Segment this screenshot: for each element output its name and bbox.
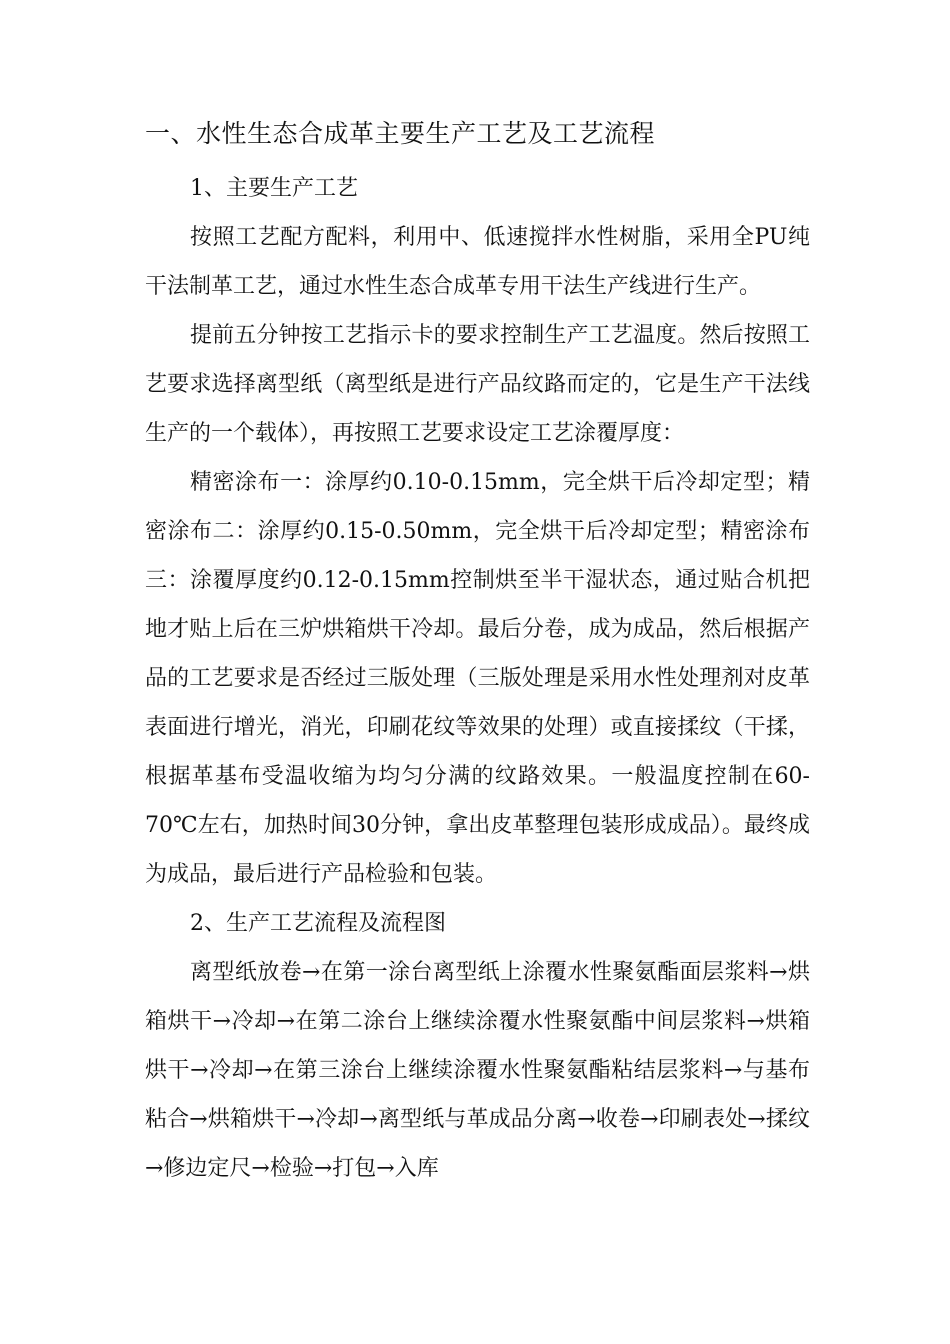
section-2-paragraph-1: 离型纸放卷→在第一涂台离型纸上涂覆水性聚氨酯面层浆料→烘箱烘干→冷却→在第二涂台上继续涂覆水性聚氨酯中间层浆料→烘箱烘干→冷却→在第三涂台上继续涂覆水性聚氨酯粘结层浆料→与基布粘合→烘箱烘干→冷却→离型纸与革成品分离→收卷→印刷表处→揉纹→修边定尺→检验→打包→入库: [145, 960, 810, 1181]
section-1-paragraph-2: 提前五分钟按工艺指示卡的要求控制生产工艺温度。然后按照工艺要求选择离型纸（离型纸是进行产品纹路而定的，它是生产干法线生产的一个载体），再按照工艺要求设定工艺涂覆厚度：: [145, 323, 810, 446]
document-heading: 一、水性生态合成革主要生产工艺及工艺流程: [145, 119, 656, 148]
section-2-title: 2、生产工艺流程及流程图: [190, 911, 446, 936]
section-1-title: 1、主要生产工艺: [190, 176, 358, 201]
section-1-paragraph-1: 按照工艺配方配料，利用中、低速搅拌水性树脂，采用全PU纯干法制革工艺，通过水性生态合成革专用干法生产线进行生产。: [145, 225, 810, 299]
document-body: [145, 164, 810, 1193]
section-1-paragraph-3: 精密涂布一：涂厚约0.10-0.15mm，完全烘干后冷却定型；精密涂布二：涂厚约0.15-0.50mm，完全烘干后冷却定型；精密涂布三：涂覆厚度约0.12-0.15mm控制烘至半干湿状态，通过贴合机把地才贴上后在三炉烘箱烘干冷却。最后分卷，成为成品，然后根据产品的工艺要求是否经过三版处理（三版处理是采用水性处理剂对皮革表面进行增光，消光，印刷花纹等效果的处理）或直接揉纹（干揉，根据革基布受温收缩为均匀分满的纹路效果。一般温度控制在60-70℃左右，加热时间30分钟，拿出皮革整理包装形成成品）。最终成为成品，最后进行产品检验和包装。: [145, 470, 810, 887]
